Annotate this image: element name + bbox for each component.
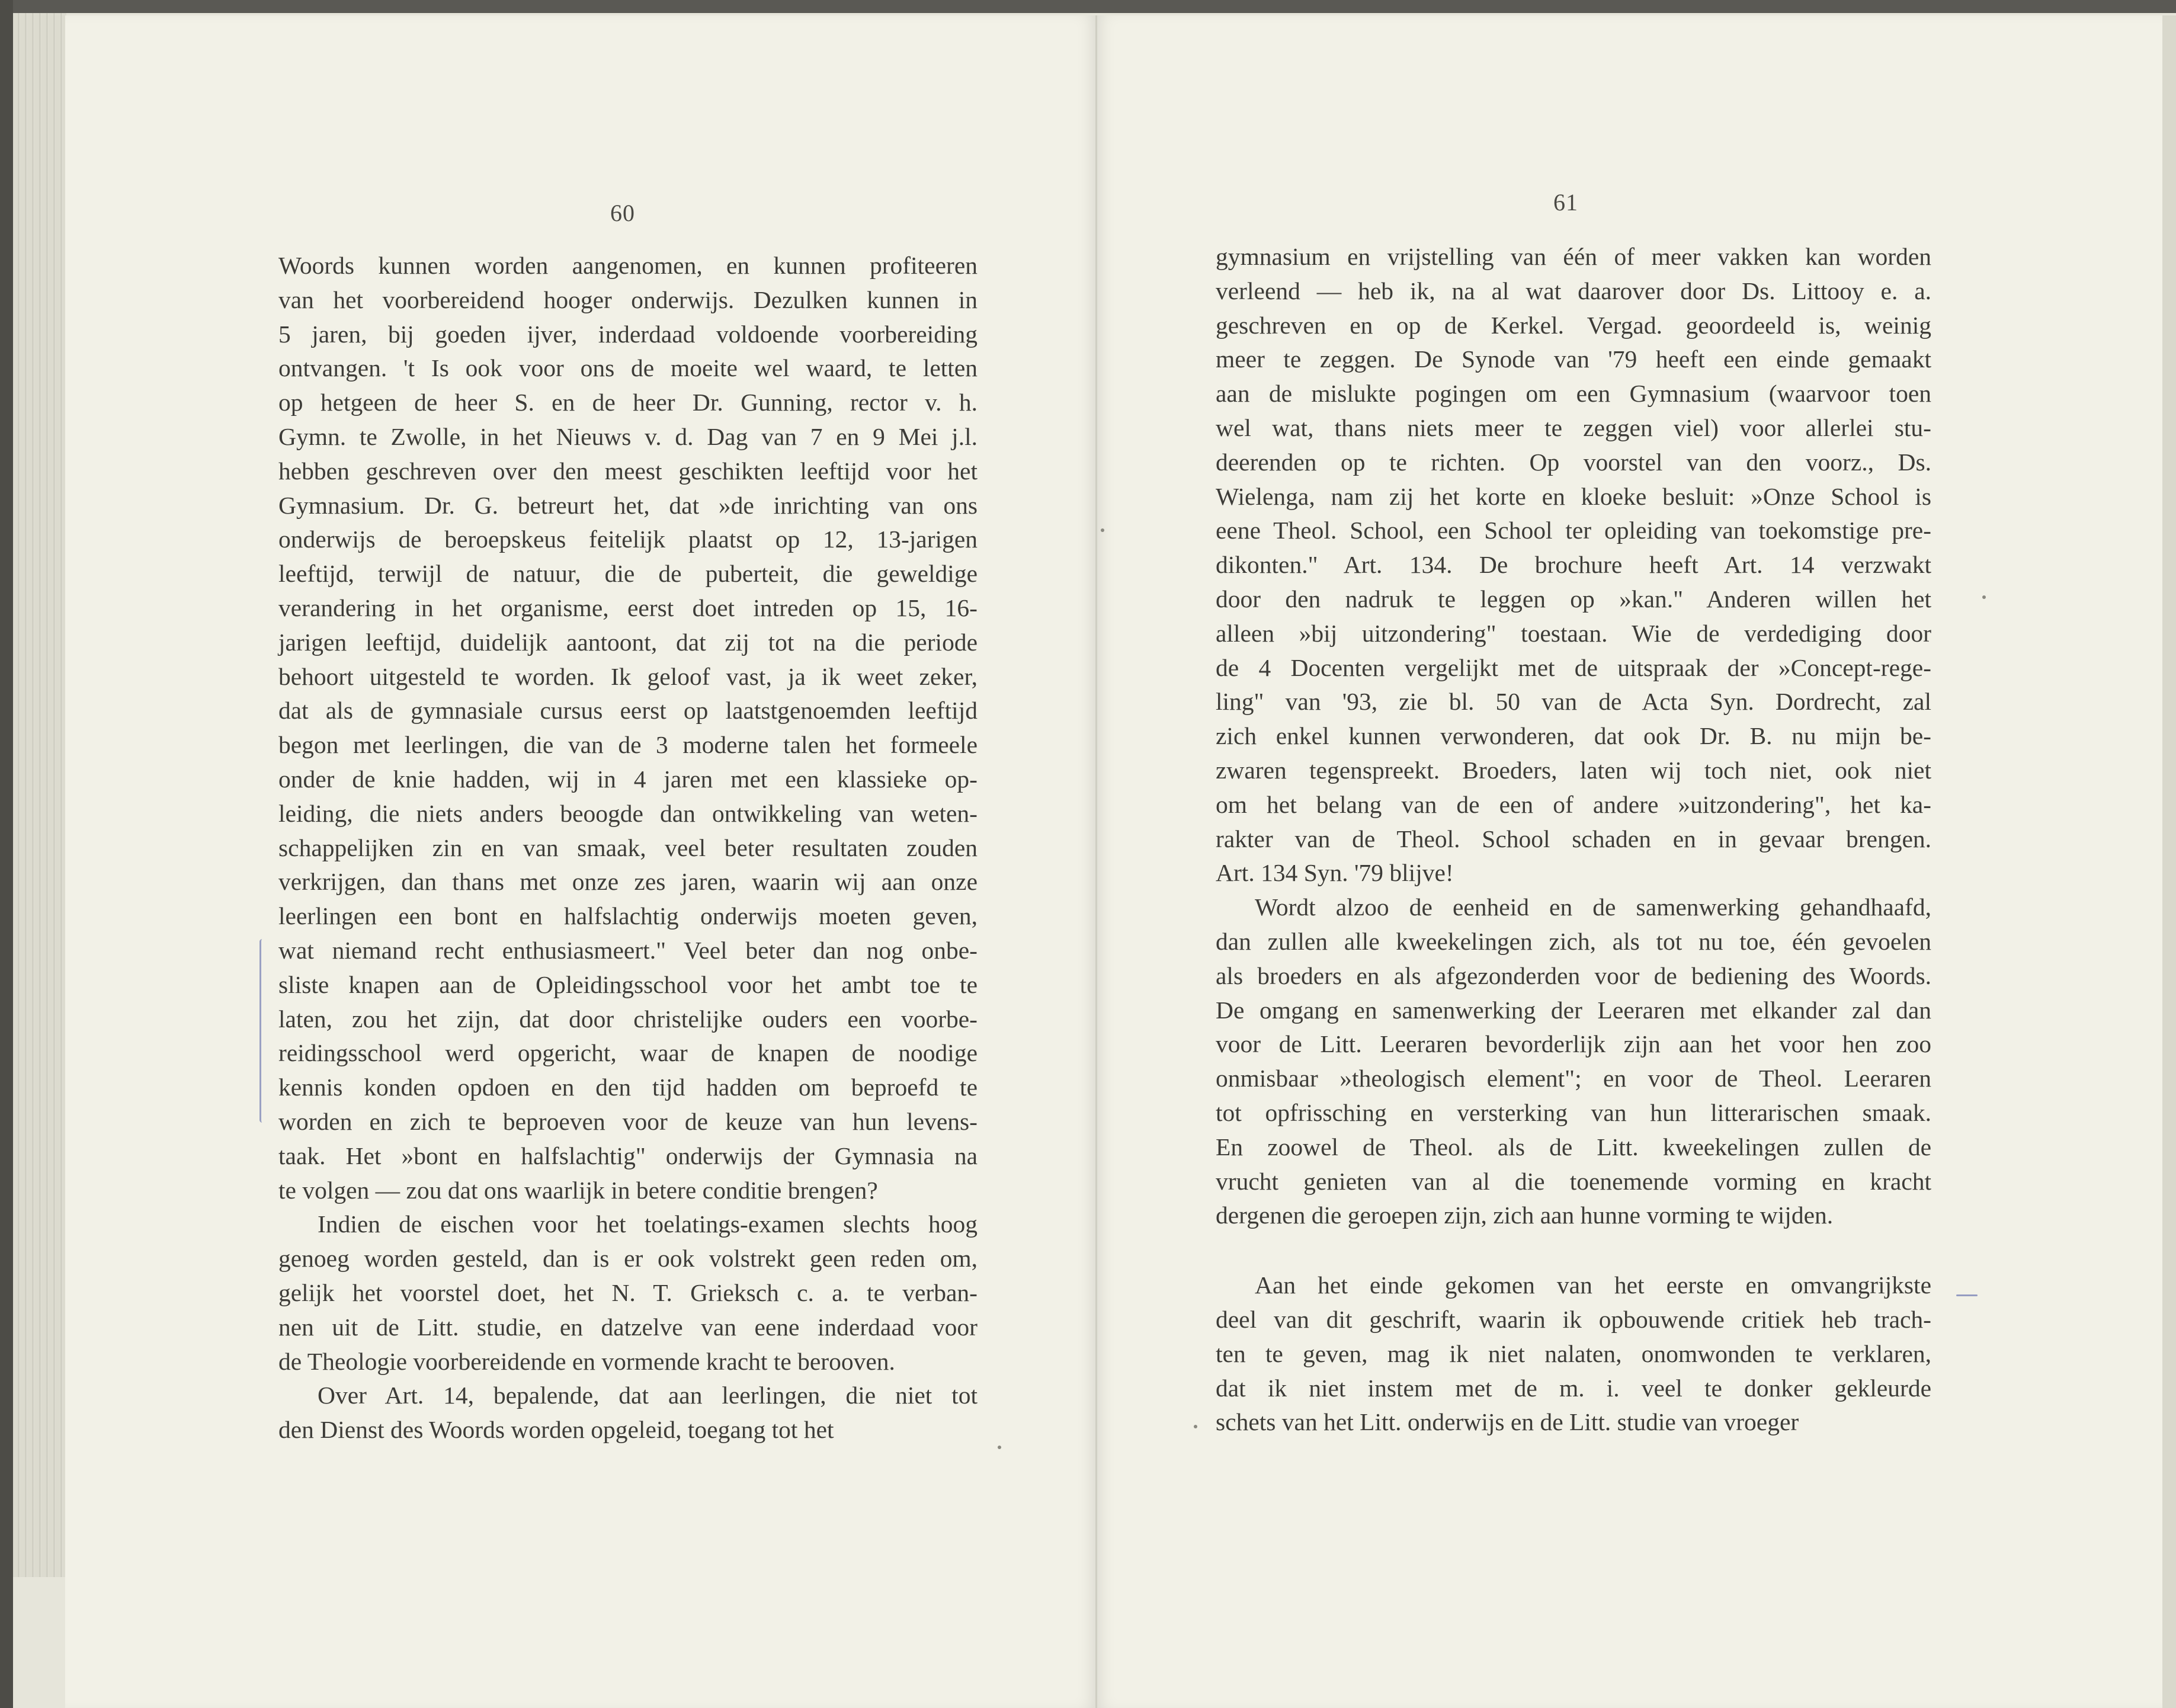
text-line: Aan het einde gekomen van het eerste en omvangrijkste [1255,1271,1931,1299]
text-line: tot opfrissching en versterking van hun litterarischen smaak. [1216,1098,1931,1126]
text-line: voor de Litt. Leeraren bevorderlijk zijn aan het voor hen zoo [1216,1030,1931,1058]
text-line: Woords kunnen worden aangenomen, en kunnen profiteeren [278,252,978,279]
text-line: reidingsschool werd opgericht, waar de knapen de noodige [278,1039,978,1067]
text-line: ontvangen. 't Is ook voor ons de moeite wel waard, te letten [278,354,978,382]
text-line: sliste knapen aan de Opleidingsschool voor het ambt toe te [278,970,978,998]
text-line: begon met leerlingen, die van de 3 moderne talen het formeele [278,731,978,759]
text-line: dat ik niet instem met de m. i. veel te donker gekleurde [1216,1374,1931,1402]
text-line: zwaren tegenspreekt. Broeders, laten wij toch niet, ook niet [1216,756,1931,784]
text-line: genoeg worden gesteld, dan is er ook volstrekt geen reden om, [278,1245,978,1273]
text-line: 5 jaren, bij goeden ijver, inderdaad voldoende voorbereiding [278,320,978,348]
left-page-number: 60 [610,200,635,226]
text-line: Over Art. 14, bepalende, dat aan leerlingen, die niet tot [318,1382,978,1409]
text-line: onmisbaar »theologisch element"; en voor de Theol. Leeraren [1216,1065,1931,1092]
text-line: vrucht genieten van al die toenemende vorming en kracht [1216,1167,1931,1195]
text-line: den Dienst des Woords worden opgeleid, toegang tot het [278,1416,834,1444]
text-line: aan de mislukte pogingen om een Gymnasium (waarvoor toen [1216,380,1931,408]
text-line: Gymnasium. Dr. G. betreurt het, dat »de inrichting van ons [278,491,978,519]
text-line: kennis konden opdoen en den tijd hadden om beproefd te [278,1073,978,1101]
text-line: alleen »bij uitzondering" toestaan. Wie de verdediging door [1216,619,1931,647]
right-page-edge [2162,15,2176,1708]
text-line: de Theologie voorbereidende en vormende kracht te berooven. [278,1347,895,1375]
text-line: te volgen — zou dat ons waarlijk in betere conditie brengen? [278,1176,878,1204]
speck [998,1446,1001,1449]
text-line: meer te zeggen. De Synode van '79 heeft een einde gemaakt [1216,345,1931,373]
text-line: wel wat, thans niets meer te zeggen viel) voor allerlei stu- [1216,414,1931,441]
scanner-top-edge [0,0,2176,13]
text-line: als broeders en als afgezonderden voor de bediening des Woords. [1216,962,1931,989]
page-stack-edges [13,13,66,1577]
text-line: taak. Het »bont en halfslachtig" onderwijs der Gymnasia na [278,1142,978,1169]
text-line: verkrijgen, dan thans met onze zes jaren, waarin wij aan onze [278,868,978,896]
text-line: verleend — heb ik, na al wat daarover door Ds. Littooy e. a. [1216,277,1931,305]
right-page-number: 61 [1553,189,1578,216]
text-line: geschreven en op de Kerkel. Vergad. geoordeeld is, weinig [1216,311,1931,339]
text-line: dikonten." Art. 134. De brochure heeft Art. 14 verzwakt [1216,551,1931,579]
text-line: nen uit de Litt. studie, en datzelve van eene inderdaad voor [278,1313,978,1341]
text-line: worden en zich te beproeven voor de keuze van hun levens- [278,1107,978,1135]
text-line: Art. 134 Syn. '79 blijve! [1216,859,1454,887]
text-line: deel van dit geschrift, waarin ik opbouwende critiek heb trach- [1216,1305,1931,1333]
text-line: om het belang van de een of andere »uitzondering", het ka- [1216,790,1931,818]
text-line: laten, zou het zijn, dat door christelijke ouders een voorbe- [278,1005,978,1033]
text-line: door den nadruk te leggen op »kan." Anderen willen het [1216,585,1931,613]
text-line: behoort uitgesteld te worden. Ik geloof vast, ja ik weet zeker, [278,662,978,690]
text-line: jarigen leeftijd, duidelijk aantoont, dat zij tot na die periode [278,628,978,656]
text-line: ten te geven, mag ik niet nalaten, onomwonden te verklaren, [1216,1340,1931,1367]
text-line: op hetgeen de heer S. en de heer Dr. Gunning, rector v. h. [278,389,978,416]
speck [1982,595,1986,599]
text-line: deerenden op te richten. Op voorstel van den voorz., Ds. [1216,448,1931,476]
text-line: zich enkel kunnen verwonderen, dat ook Dr. B. nu mijn be- [1216,722,1931,750]
book-gutter [1095,15,1097,1708]
text-line: eene Theol. School, een School ter opleiding van toekomstige pre- [1216,517,1931,544]
text-line: rakter van de Theol. School schaden en in gevaar brengen. [1216,825,1931,853]
text-line: Wielenga, nam zij het korte en kloeke besluit: »Onze School is [1216,482,1931,510]
pencil-margin-mark [259,939,265,1123]
text-line: leiding, die niets anders beoogde dan ontwikkeling van weten- [278,799,978,827]
text-line: onderwijs de beroepskeus feitelijk plaatst op 12, 13-jarigen [278,525,978,553]
text-line: onder de knie hadden, wij in 4 jaren met een klassieke op- [278,765,978,793]
text-line: de 4 Docenten vergelijkt met de uitspraak der »Concept-rege- [1216,653,1931,681]
text-line: Gymn. te Zwolle, in het Nieuws v. d. Dag van 7 en 9 Mei j.l. [278,422,978,450]
text-line: gelijk het voorstel doet, het N. T. Grieksch c. a. te verban- [278,1278,978,1306]
text-line: leeftijd, terwijl de natuur, die de puberteit, die geweldige [278,560,978,588]
pencil-dash-mark [1956,1294,1978,1296]
text-line: De omgang en samenwerking der Leeraren met elkander zal dan [1216,996,1931,1024]
text-line: schappelijken zin en van smaak, veel beter resultaten zouden [278,834,978,861]
text-line: dat als de gymnasiale cursus eerst op laatstgenoemden leeftijd [278,697,978,725]
text-line: En zoowel de Theol. als de Litt. kweekelingen zullen de [1216,1133,1931,1161]
text-line: hebben geschreven over den meest geschikten leeftijd voor het [278,457,978,485]
text-line: dergenen die geroepen zijn, zich aan hunne vorming te wijden. [1216,1201,1834,1229]
right-page-text [1216,240,1931,1440]
text-line: wat niemand recht enthusiasmeert." Veel beter dan nog onbe- [278,936,978,964]
text-line: Wordt alzoo de eenheid en de samenwerking gehandhaafd, [1255,893,1931,921]
text-line: Indien de eischen voor het toelatings-examen slechts hoog [318,1210,978,1238]
speck [1194,1425,1197,1428]
text-line: schets van het Litt. onderwijs en de Litt. studie van vroeger [1216,1408,1799,1436]
text-line: dan zullen alle kweekelingen zich, als tot nu toe, één gevoelen [1216,927,1931,955]
speck [1101,528,1104,532]
text-line: verandering in het organisme, eerst doet intreden op 15, 16- [278,594,978,621]
text-line: ling" van '93, zie bl. 50 van de Acta Syn. Dordrecht, zal [1216,688,1931,716]
text-line: van het voorbereidend hooger onderwijs. Dezulken kunnen in [278,286,978,313]
scanner-left-edge [0,0,13,1708]
left-page-text [278,249,978,1447]
text-line: leerlingen een bont en halfslachtig onderwijs moeten geven, [278,902,978,930]
paragraph-gap [1216,1233,1931,1268]
text-line: gymnasium en vrijstelling van één of meer vakken kan worden [1216,243,1931,270]
